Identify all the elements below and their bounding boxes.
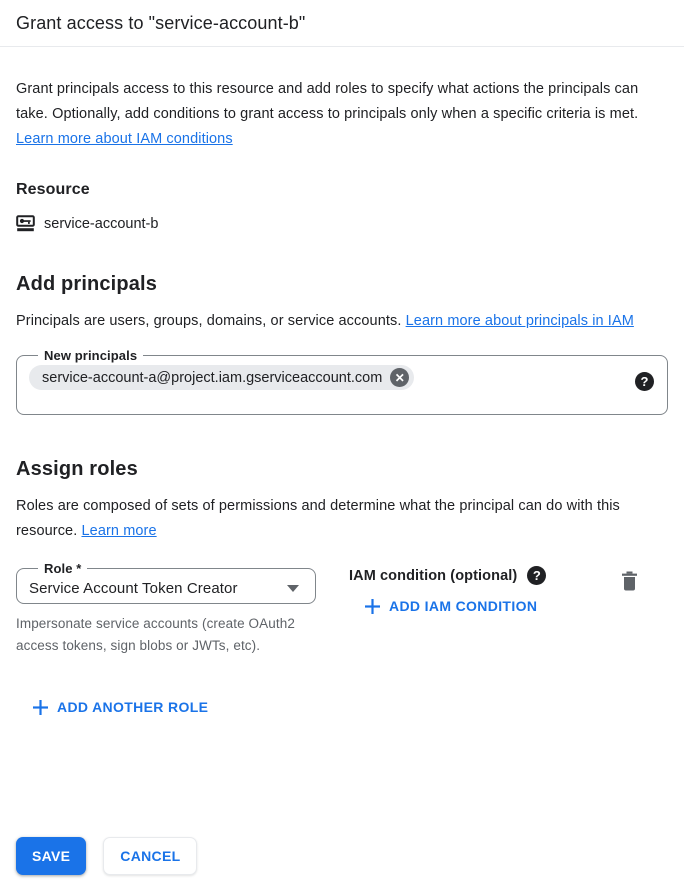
add-iam-condition-label: ADD IAM CONDITION (389, 598, 538, 614)
role-select[interactable] (16, 561, 316, 604)
role-label: Role * (44, 561, 82, 576)
intro-text: Grant principals access to this resource and add roles to specify what actions the principals can take. Optionally, add conditions to grant access to principals only when a specific criteria is met. (16, 81, 639, 122)
add-another-role-button[interactable] (33, 699, 208, 715)
iam-condition-column (349, 561, 546, 619)
principal-chip[interactable] (29, 365, 414, 390)
add-iam-condition-button[interactable] (365, 598, 537, 614)
delete-role-button[interactable] (619, 569, 640, 593)
roles-learn-more-link[interactable]: Learn more (81, 523, 157, 539)
role-column (16, 561, 321, 656)
add-principals-heading: Add principals (16, 273, 158, 295)
close-icon[interactable]: ✕ (390, 368, 409, 387)
principals-link[interactable]: Learn more about principals in IAM (405, 313, 634, 329)
plus-icon (365, 599, 380, 614)
assign-roles-heading: Assign roles (16, 458, 138, 480)
iam-conditions-link[interactable]: Learn more about IAM conditions (16, 131, 233, 147)
chevron-down-icon (287, 585, 299, 592)
dialog-content (0, 77, 684, 720)
dialog-footer (16, 837, 197, 875)
principal-chip-value: service-account-a@project.iam.gserviceaccount.com (42, 369, 383, 386)
roles-text: Roles are composed of sets of permissions and determine what the principal can do with this resource. (16, 498, 620, 539)
role-select-inner[interactable] (29, 576, 303, 600)
roles-paragraph (16, 494, 668, 544)
role-help-text: Impersonate service accounts (create OAuth2 access tokens, sign blobs or JWTs, etc). (16, 616, 295, 653)
principals-text: Principals are users, groups, domains, or service accounts. (16, 313, 406, 329)
add-another-role-label: ADD ANOTHER ROLE (57, 699, 209, 715)
cancel-button[interactable]: CANCEL (103, 837, 197, 875)
save-button[interactable]: SAVE (16, 837, 86, 875)
new-principals-label: New principals (44, 348, 138, 363)
help-icon[interactable]: ? (527, 566, 546, 585)
plus-icon (33, 700, 48, 715)
role-row (16, 561, 668, 656)
new-principals-field[interactable] (16, 348, 668, 415)
resource-name: service-account-b (44, 215, 159, 232)
dialog-header (0, 0, 684, 47)
trash-icon (621, 571, 638, 591)
help-icon[interactable]: ? (635, 372, 654, 391)
resource-heading: Resource (16, 181, 90, 198)
principals-paragraph (16, 309, 668, 334)
dialog-title: Grant access to "service-account-b" (16, 13, 306, 33)
role-value: Service Account Token Creator (29, 579, 238, 597)
service-account-icon (16, 214, 35, 233)
intro-paragraph (16, 77, 668, 152)
resource-row (16, 214, 668, 233)
iam-condition-label: IAM condition (optional) (349, 567, 518, 584)
iam-condition-label-row (349, 566, 546, 585)
